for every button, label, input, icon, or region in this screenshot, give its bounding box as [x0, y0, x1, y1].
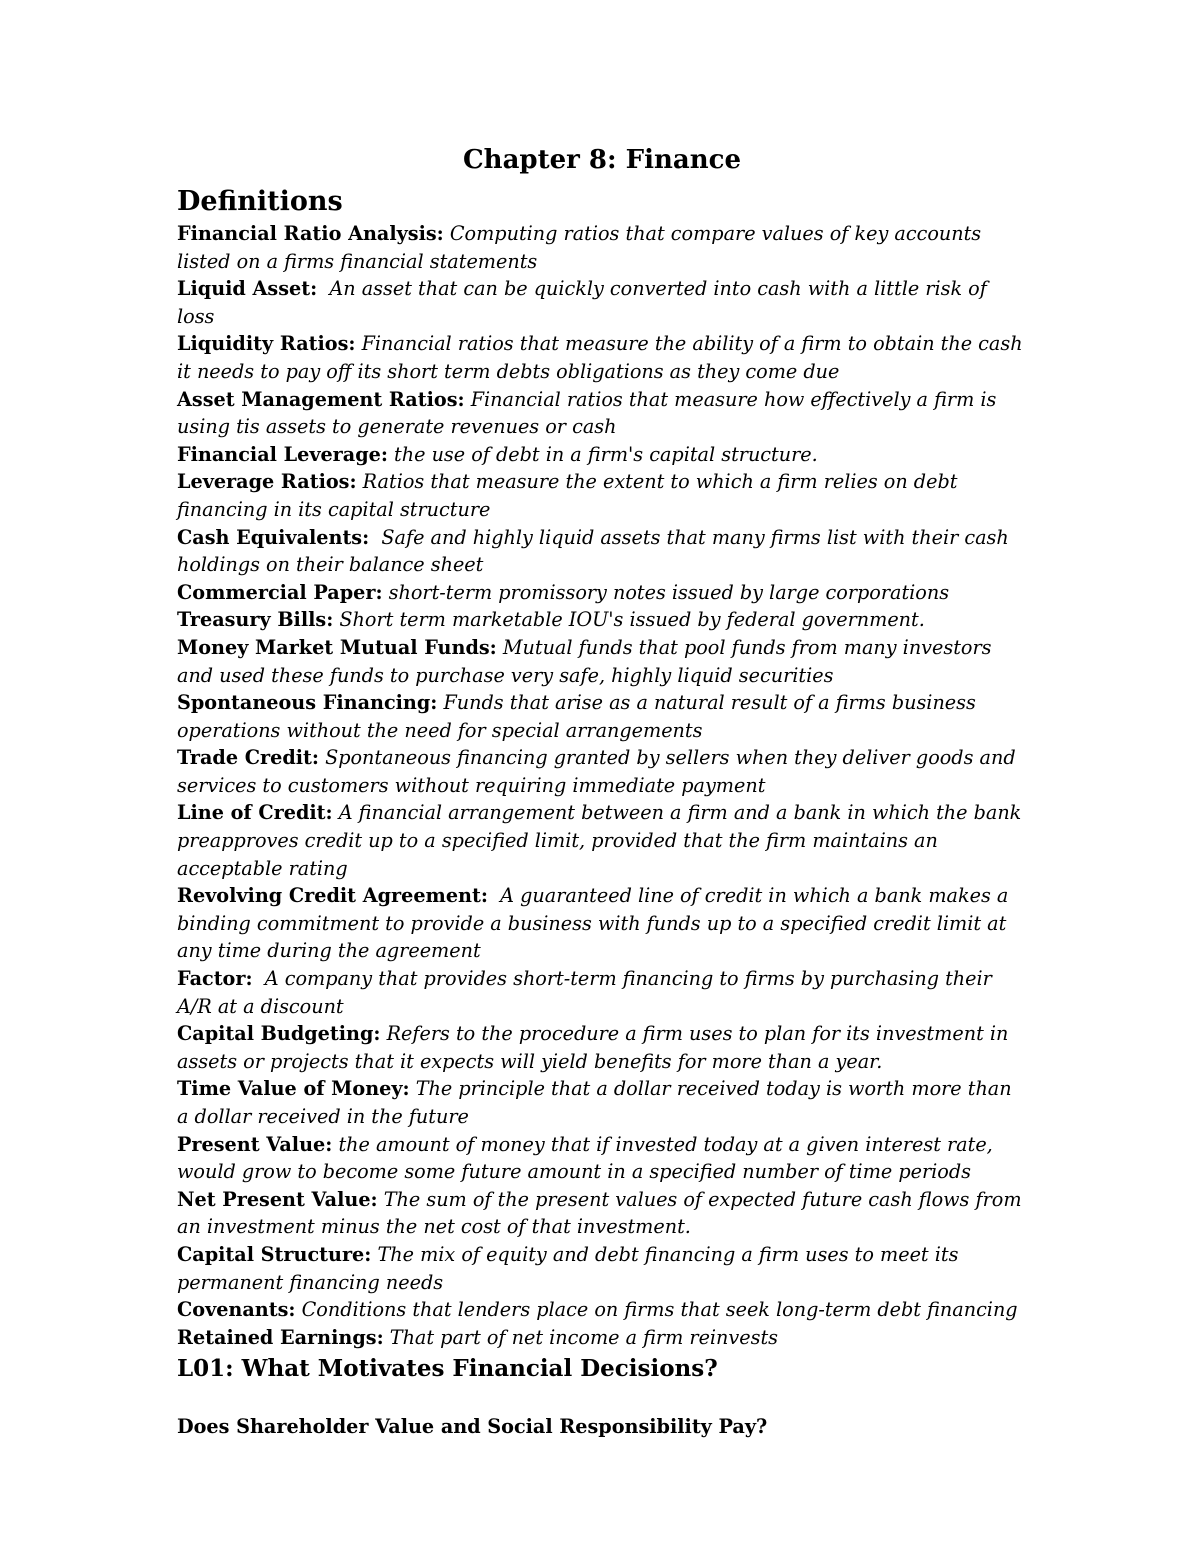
definition-desc: Safe and highly liquid assets that many firms list with their cash holdings on their balance sheet	[177, 525, 1009, 577]
definition-item	[177, 1324, 1027, 1352]
definition-term: Liquid Asset:	[177, 277, 318, 301]
definition-desc: A financial arrangement between a firm and a bank in which the bank preapproves credit up to a specified limit, provided that the firm maintains an acceptable rating	[177, 801, 1022, 880]
definition-item	[177, 579, 1027, 607]
definition-item	[177, 799, 1027, 882]
definition-desc: Financial ratios that measure how effectively a firm is using tis assets to generate revenues or cash	[177, 387, 997, 439]
definition-term: Covenants:	[177, 1298, 296, 1322]
definition-term: Trade Credit:	[177, 746, 319, 770]
definition-item	[177, 1075, 1027, 1130]
definition-desc: A company that provides short-term financing to firms by purchasing their A/R at a discount	[177, 967, 992, 1018]
definition-term: Money Market Mutual Funds:	[177, 635, 497, 659]
definition-desc: Mutual funds that pool funds from many investors and used these funds to purchase very safe, highly liquid securities	[177, 635, 992, 687]
definition-term: Treasury Bills:	[177, 608, 334, 632]
definition-item	[177, 1131, 1027, 1186]
definition-term: Leverage Ratios:	[177, 470, 357, 494]
chapter-title: Chapter 8: Finance	[462, 145, 742, 175]
definition-desc: Computing ratios that compare values of key accounts listed on a firms financial statements	[177, 222, 982, 273]
definition-item	[177, 689, 1027, 744]
definition-desc: The principle that a dollar received today is worth more than a dollar received in the future	[177, 1077, 1012, 1128]
definition-desc: That part of net income a firm reinvests	[389, 1325, 779, 1349]
definition-term: Financial Ratio Analysis:	[177, 222, 444, 245]
definition-item	[177, 744, 1027, 799]
definition-term: Present Value:	[177, 1132, 333, 1156]
definition-item	[177, 386, 1027, 441]
definitions-list	[177, 220, 1027, 1351]
definition-item	[177, 441, 1027, 469]
definition-desc: The mix of equity and debt financing a firm uses to meet its permanent financing needs	[177, 1242, 959, 1294]
definition-desc: A guaranteed line of credit in which a bank makes a binding commitment to provide a business with funds up to a specified credit limit at any time during the agreement	[177, 884, 1009, 963]
definition-desc: Conditions that lenders place on firms that seek long-term debt financing	[301, 1298, 1018, 1322]
definition-item	[177, 606, 1027, 634]
definition-item	[177, 965, 1027, 1020]
definition-item	[177, 330, 1027, 385]
definition-term: Liquidity Ratios:	[177, 332, 356, 356]
definition-term: Cash Equivalents:	[177, 525, 370, 549]
document-page	[177, 140, 1027, 1441]
definition-item	[177, 882, 1027, 965]
definition-term: Asset Management Ratios:	[177, 387, 465, 411]
definition-desc: Short term marketable IOU's issued by federal government.	[339, 608, 925, 632]
definition-desc: The sum of the present values of expected future cash flows from an investment minus the net cost of that investment.	[177, 1187, 1022, 1239]
definition-desc: the use of debt in a firm's capital structure.	[394, 442, 818, 466]
definition-item	[177, 1296, 1027, 1324]
definition-desc: the amount of money that if invested today at a given interest rate, would grow to become some future amount in a specified number of time periods	[177, 1132, 993, 1184]
definition-term: Time Value of Money:	[177, 1077, 410, 1101]
definition-term: Retained Earnings:	[177, 1325, 384, 1349]
definition-desc: Refers to the procedure a firm uses to plan for its investment in assets or projects that it expects will yield benefits for more than a year.	[177, 1022, 1009, 1073]
definition-item	[177, 524, 1027, 579]
definition-item	[177, 634, 1027, 689]
definition-desc: Ratios that measure the extent to which a firm relies on debt financing in its capital structure	[177, 470, 958, 521]
definition-desc: Funds that arise as a natural result of a firms business operations without the need for special arrangements	[177, 691, 976, 742]
definition-term: Capital Structure:	[177, 1242, 372, 1266]
definition-item	[177, 275, 1027, 330]
definition-desc: Financial ratios that measure the ability of a firm to obtain the cash it needs to pay off its short term debts obligations as they come due	[177, 332, 1023, 383]
learning-objective-heading: L01: What Motivates Financial Decisions?	[177, 1355, 718, 1383]
definition-term: Line of Credit:	[177, 801, 333, 825]
sub-heading: Does Shareholder Value and Social Responsibility Pay?	[177, 1415, 768, 1439]
definition-term: Revolving Credit Agreement:	[177, 884, 488, 908]
definition-item	[177, 1186, 1027, 1241]
definition-term: Capital Budgeting:	[177, 1022, 381, 1046]
definition-term: Net Present Value:	[177, 1187, 378, 1211]
definition-desc: Spontaneous financing granted by sellers when they deliver goods and services to customers without requiring immediate payment	[177, 746, 1016, 797]
definition-item	[177, 220, 1027, 275]
definitions-heading: Definitions	[177, 186, 343, 217]
definition-term: Financial Leverage:	[177, 442, 388, 466]
definition-term: Commercial Paper:	[177, 580, 383, 604]
definition-item	[177, 1241, 1027, 1296]
definition-item	[177, 1020, 1027, 1075]
definition-desc: short-term promissory notes issued by large corporations	[388, 580, 950, 604]
definition-term: Spontaneous Financing:	[177, 691, 438, 715]
definition-term: Factor:	[177, 967, 253, 991]
definition-item	[177, 468, 1027, 523]
definition-desc: An asset that can be quickly converted into cash with a little risk of loss	[177, 277, 987, 328]
